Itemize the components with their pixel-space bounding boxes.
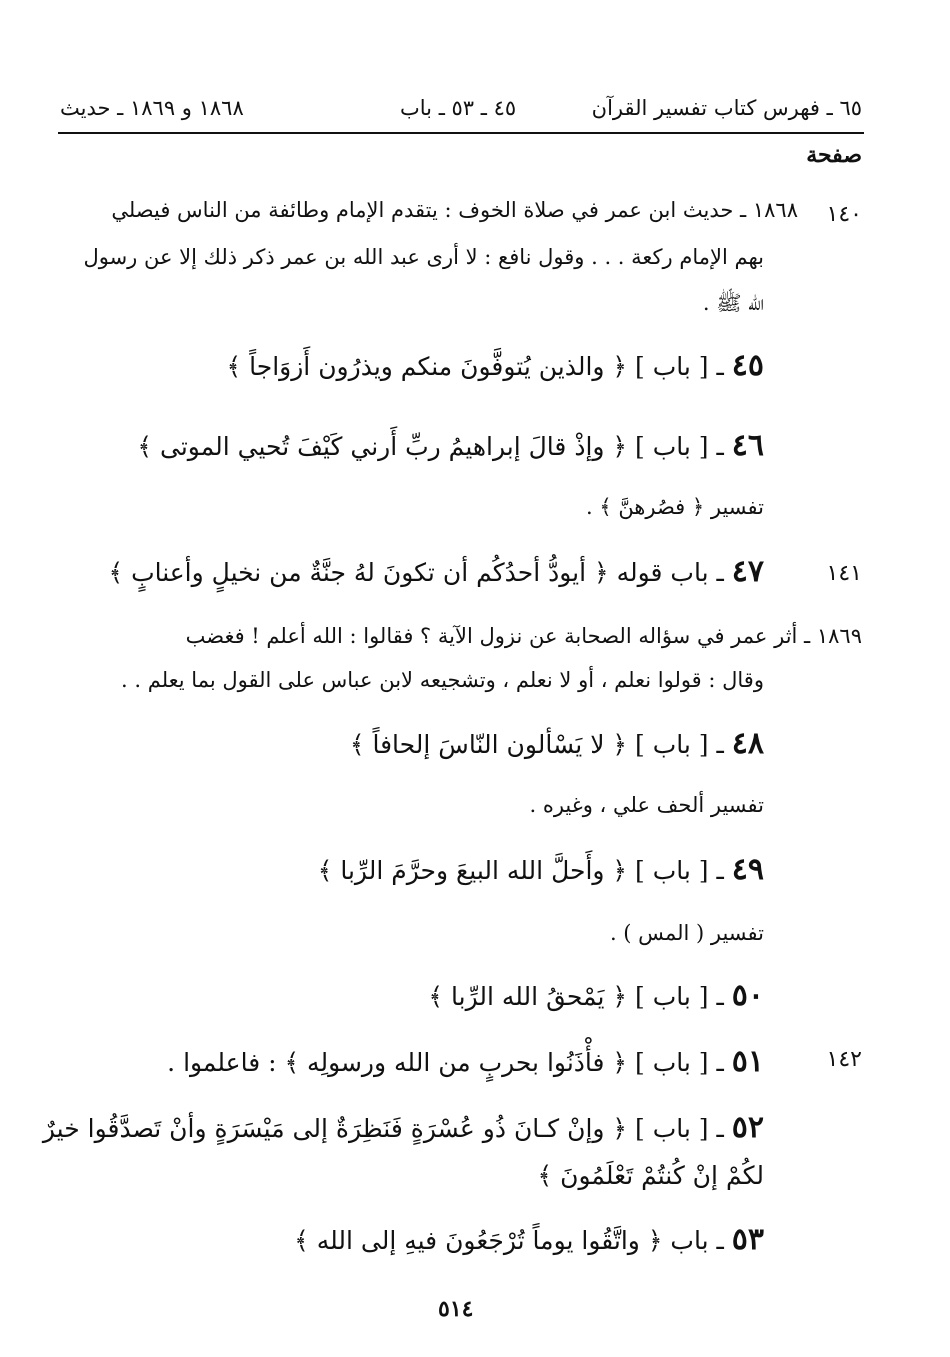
bab-48-number: ٤٨ [731, 726, 764, 761]
page-folio-number: ٥١٤ [438, 1296, 474, 1322]
hadith-1869-line1: ١٨٦٩ ـ أثر عمر في سؤاله الصحابة عن نزول الآية ؟ فقالوا : الله أعلم ! فغضب [185, 624, 862, 648]
bab-50-number: ٥٠ [731, 978, 764, 1013]
page-column-label: صفحة [806, 142, 862, 168]
header-rule [58, 132, 864, 134]
page-number-141: ١٤١ [826, 561, 862, 586]
bab-49-heading: ٤٩ ـ [ باب ] ﴿ وأَحلَّ الله البيعَ وحرَّمَ الرِّبا ﴾ [317, 852, 764, 887]
page-number-140: ١٤٠ [826, 202, 862, 227]
bab-46-number: ٤٦ [731, 428, 764, 463]
bab-53-number: ٥٣ [731, 1222, 764, 1257]
hadith-1868-line3: الله ﷺ . [702, 291, 764, 315]
page-number-142: ١٤٢ [826, 1047, 862, 1072]
bab-52-text-line1: [ باب ] ﴿ وإنْ كـانَ ذُو عُسْرَةٍ فَنَظِرَةٌ إلى مَيْسَرَةٍ وأنْ تَصدَّقُوا خيرٌ [42, 1114, 709, 1143]
bab-53-text: باب ﴿ واتَّقُوا يوماً تُرْجَعُونَ فيهِ إلى الله ﴾ [294, 1226, 709, 1255]
bab-45-text: [ باب ] ﴿ والذين يُتوفَّونَ منكم ويذرُون أَزوَاجاً ﴾ [226, 352, 709, 381]
bab-52-text-line2: لكُمْ إنْ كُنتُمْ تَعْلَمُونَ ﴾ [537, 1161, 764, 1190]
header-bab-range: ٤٥ ـ ٥٣ ـ باب [400, 96, 517, 120]
bab-53-heading: ٥٣ ـ باب ﴿ واتَّقُوا يوماً تُرْجَعُونَ فيهِ إلى الله ﴾ [294, 1222, 764, 1257]
bab-46-heading: ٤٦ ـ [ باب ] ﴿ وإذْ قالَ إبراهيمُ ربِّ أَرني كَيْفَ تُحيي الموتى ﴾ [137, 428, 764, 463]
bab-49-note: تفسير ( المس ) . [609, 921, 764, 945]
bab-47-heading: ٤٧ ـ باب قوله ﴿ أيودُّ أحدُكُم أن تكونَ لهُ جنَّةٌ من نخيلٍ وأعنابٍ ﴾ [108, 554, 764, 589]
bab-45-heading: ٤٥ ـ [ باب ] ﴿ والذين يُتوفَّونَ منكم ويذرُون أَزوَاجاً ﴾ [226, 348, 764, 383]
header-hadith-range: ١٨٦٨ و ١٨٦٩ ـ حديث [60, 96, 244, 120]
hadith-1869-line2: وقال : قولوا نعلم ، أو لا نعلم ، وتشجيعه لابن عباس على القول بما يعلم . . [121, 668, 764, 692]
bab-48-text: [ باب ] ﴿ لا يَسْألون النّاسَ إلحافاً ﴾ [349, 730, 709, 759]
bab-50-text: [ باب ] ﴿ يَمْحقُ الله الرِّبا ﴾ [428, 982, 709, 1011]
bab-48-note: تفسير ألحف علي ، وغيره . [529, 793, 764, 817]
bab-47-number: ٤٧ [731, 554, 764, 589]
bab-51-number: ٥١ [731, 1044, 764, 1079]
bab-49-number: ٤٩ [731, 852, 764, 887]
bab-51-text: [ باب ] ﴿ فأْذَنُوا بحربٍ من الله ورسولِه ﴾ : فاعلموا . [167, 1048, 709, 1077]
bab-48-heading: ٤٨ ـ [ باب ] ﴿ لا يَسْألون النّاسَ إلحافاً ﴾ [349, 726, 764, 761]
header-chapter-title: ٦٥ ـ فهرس كتاب تفسير القرآن [591, 96, 862, 120]
bab-47-text: باب قوله ﴿ أيودُّ أحدُكُم أن تكونَ لهُ جنَّةٌ من نخيلٍ وأعنابٍ ﴾ [108, 558, 709, 587]
hadith-1868-line2: بهم الإمام ركعة . . . وقول نافع : لا أرى عبد الله بن عمر ذكر ذلك إلا عن رسول [83, 245, 764, 269]
bab-50-heading: ٥٠ ـ [ باب ] ﴿ يَمْحقُ الله الرِّبا ﴾ [428, 978, 764, 1013]
bab-51-heading: ٥١ ـ [ باب ] ﴿ فأْذَنُوا بحربٍ من الله ورسولِه ﴾ : فاعلموا . [167, 1044, 764, 1079]
bab-52-heading: ٥٢ ـ [ باب ] ﴿ وإنْ كـانَ ذُو عُسْرَةٍ فَنَظِرَةٌ إلى مَيْسَرَةٍ وأنْ تَصدَّقُوا خيرٌ [42, 1110, 764, 1145]
bab-46-note: تفسير ﴿ فصُرهنَّ ﴾ . [585, 495, 764, 519]
hadith-1868-line1: ١٨٦٨ ـ حديث ابن عمر في صلاة الخوف : يتقدم الإمام وطائفة من الناس فيصلي [111, 198, 798, 222]
bab-45-number: ٤٥ [731, 348, 764, 383]
bab-52-number: ٥٢ [731, 1110, 764, 1145]
bab-49-text: [ باب ] ﴿ وأَحلَّ الله البيعَ وحرَّمَ الرِّبا ﴾ [317, 856, 709, 885]
bab-46-text: [ باب ] ﴿ وإذْ قالَ إبراهيمُ ربِّ أَرني كَيْفَ تُحيي الموتى ﴾ [137, 432, 709, 461]
